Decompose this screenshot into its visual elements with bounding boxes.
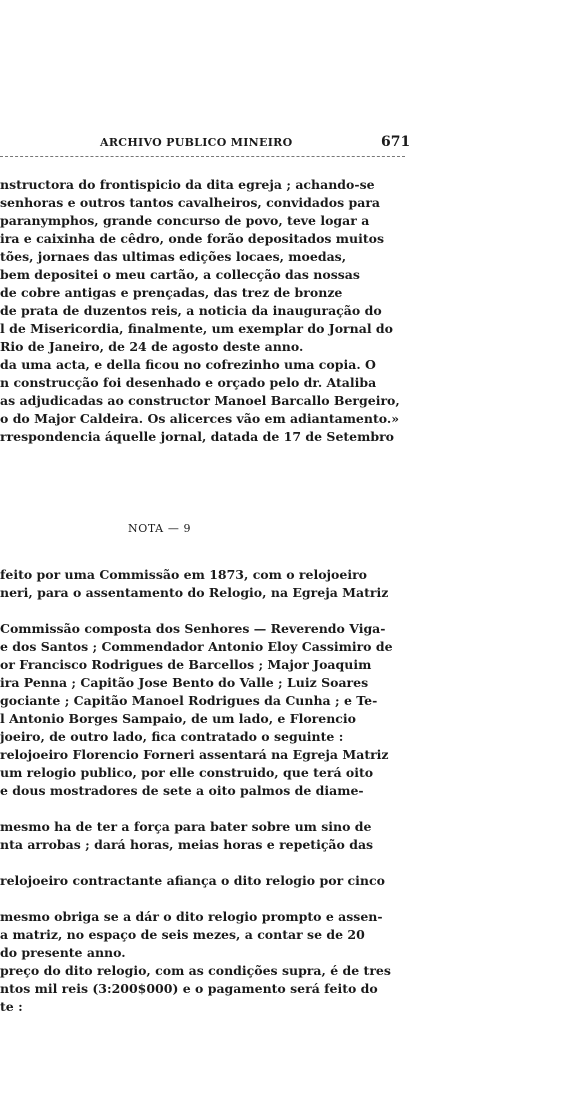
text-line: n construcção foi desenhado e orçado pelo dr. Ataliba [0, 375, 377, 390]
text-line: paranymphos, grande concurso de povo, teve logar a [0, 213, 370, 228]
header-rule [0, 156, 405, 157]
page-header [0, 134, 410, 154]
text-line: do presente anno. [0, 945, 126, 960]
page-number: 671 [381, 134, 411, 150]
text-line: um relogio publico, por elle construido, que terá oito [0, 765, 374, 780]
note-heading: NOTA — 9 [128, 522, 192, 535]
text-line: te : [0, 999, 23, 1014]
text-line: or Francisco Rodrigues de Barcellos ; Major Joaquim [0, 657, 372, 672]
text-line: neri, para o assentamento do Relogio, na Egreja Matriz [0, 585, 389, 600]
text-line: e dous mostradores de sete a oito palmos de diame- [0, 783, 364, 798]
text-line: nta arrobas ; dará horas, meias horas e repetição das [0, 837, 374, 852]
text-line: ira Penna ; Capitão Jose Bento do Valle ; Luiz Soares [0, 675, 369, 690]
text-line: e dos Santos ; Commendador Antonio Eloy Cassimiro de [0, 639, 393, 654]
text-line: l de Misericordia, finalmente, um exemplar do Jornal do [0, 321, 394, 336]
text-line: Commissão composta dos Senhores — Reverendo Viga- [0, 621, 386, 636]
text-line: relojoeiro Florencio Forneri assentará na Egreja Matriz [0, 747, 389, 762]
text-line: joeiro, de outro lado, fica contratado o seguinte : [0, 729, 344, 744]
text-line: as adjudicadas ao constructor Manoel Barcallo Bergeiro, [0, 393, 400, 408]
text-line: bem depositei o meu cartão, a collecção das nossas [0, 267, 360, 282]
text-line: nstructora do frontispicio da dita egreja ; achando-se [0, 177, 375, 192]
text-line: da uma acta, e della ficou no cofrezinho uma copia. O [0, 357, 376, 372]
text-line: Rio de Janeiro, de 24 de agosto deste anno. [0, 339, 304, 354]
text-line: mesmo ha de ter a força para bater sobre um sino de [0, 819, 372, 834]
text-line: relojoeiro contractante afiança o dito relogio por cinco [0, 873, 385, 888]
running-head: ARCHIVO PUBLICO MINEIRO [100, 136, 293, 149]
text-line: o do Major Caldeira. Os alicerces vão em adiantamento.» [0, 411, 400, 426]
text-line: ntos mil reis (3:200$000) e o pagamento será feito do [0, 981, 378, 996]
text-line: de cobre antigas e prençadas, das trez de bronze [0, 285, 343, 300]
text-line: senhoras e outros tantos cavalheiros, convidados para [0, 195, 381, 210]
text-line: a matriz, no espaço de seis mezes, a contar se de 20 [0, 927, 365, 942]
text-line: gociante ; Capitão Manoel Rodrigues da Cunha ; e Te- [0, 693, 378, 708]
text-line: tões, jornaes das ultimas edições locaes, moedas, [0, 249, 347, 264]
text-line: ira e caixinha de cêdro, onde forão depositados muitos [0, 231, 385, 246]
text-line: l Antonio Borges Sampaio, de um lado, e Florencio [0, 711, 357, 726]
text-line: de prata de duzentos reis, a noticia da inauguração do [0, 303, 382, 318]
text-line: rrespondencia áquelle jornal, datada de 17 de Setembro [0, 429, 395, 444]
text-line: mesmo obriga se a dár o dito relogio prompto e assen- [0, 909, 383, 924]
text-line: preço do dito relogio, com as condições supra, é de tres [0, 963, 391, 978]
text-line: feito por uma Commissão em 1873, com o relojoeiro [0, 567, 368, 582]
